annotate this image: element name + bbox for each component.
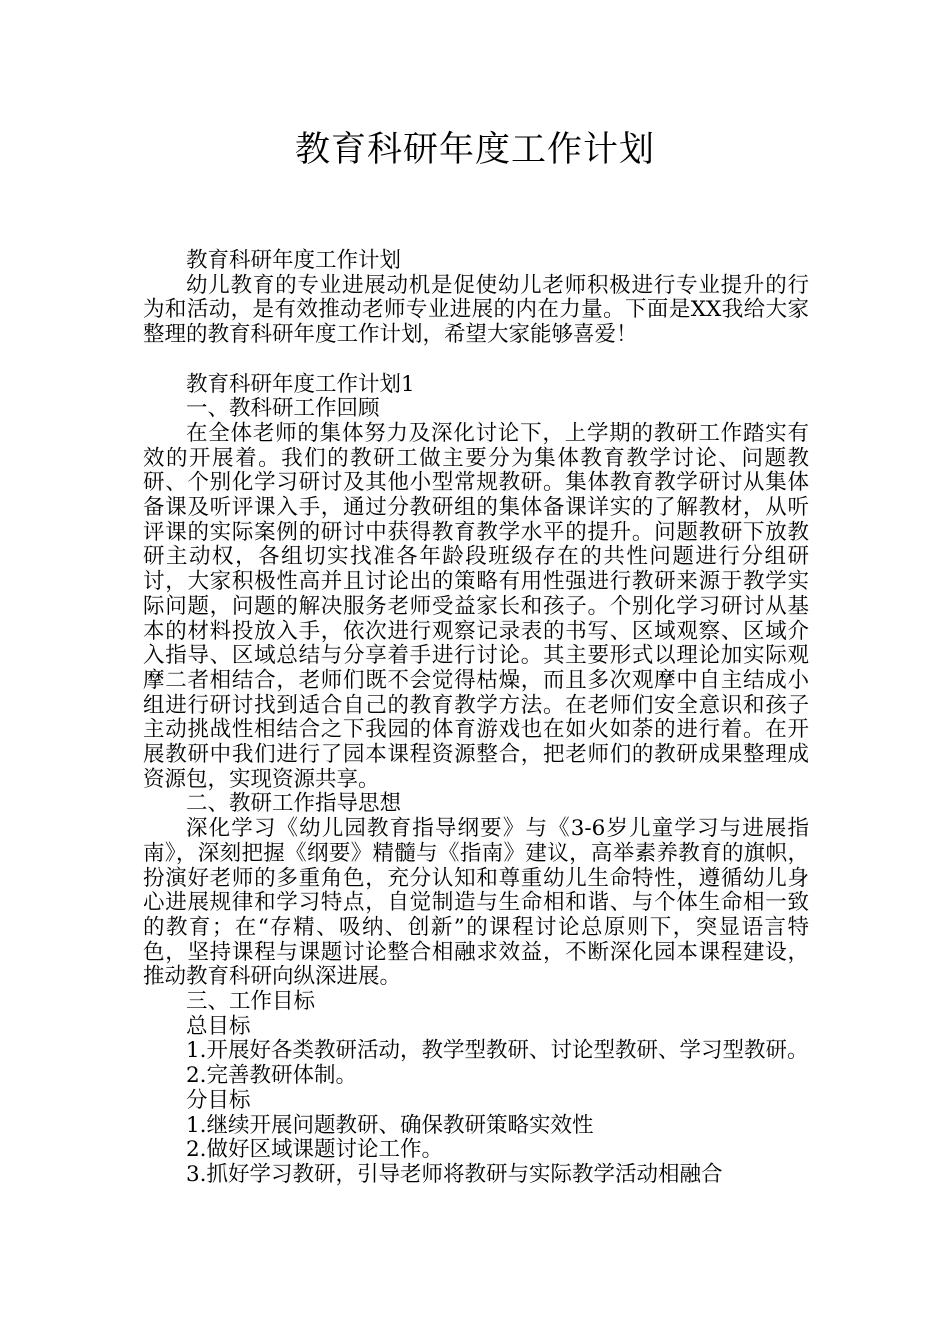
subheading-overall-goals: 总目标: [186, 1013, 251, 1039]
paragraph-guiding-thought: 深化学习《幼儿园教育指导纲要》与《3-6岁儿童学习与进展指南》，深刻把握《纲要》精髓与《指南》建议，高举素养教育的旗帜，扮演好老师的多重角色，充分认知和尊重幼儿生命特性，遵循幼儿身心进展规律和学习特点，自觉制造与生命相和谐、与个体生命相一致的教育；在“存精、吸纳、创新”的课程讨论总原则下，突显语言特色，坚持课程与课题讨论整合相融求效益，不断深化园本课程建设，推动教育科研向纵深进展。: [143, 816, 809, 990]
list-item: 1.开展好各类教研活动，教学型教研、讨论型教研、学习型教研。: [186, 1038, 809, 1064]
section-heading-goals: 三、工作目标: [186, 989, 316, 1015]
subheading-sub-goals: 分目标: [186, 1087, 251, 1113]
section-heading-review: 一、教科研工作回顾: [186, 396, 380, 422]
list-item: 2.完善教研体制。: [186, 1063, 358, 1089]
blank-line: [143, 348, 809, 373]
section-heading-guiding-thought: 二、教研工作指导思想: [186, 791, 402, 817]
paragraph-intro: 幼儿教育的专业进展动机是促使幼儿老师积极进行专业提升的行为和活动，是有效推动老师专业进展的内在力量。下面是XX我给大家整理的教育科研年度工作计划，希望大家能够喜爱！: [143, 272, 809, 348]
list-item: 1.继续开展问题教研、确保教研策略实效性: [186, 1112, 594, 1138]
paragraph-plan-heading: 教育科研年度工作计划1: [186, 371, 415, 397]
paragraph-review: 在全体老师的集体努力及深化讨论下，上学期的教研工作踏实有效的开展着。我们的教研工做主要分为集体教育教学讨论、问题教研、个别化学习研讨及其他小型常规教研。集体教育教学研讨从集体备课及听评课入手，通过分教研组的集体备课详实的了解教材，从听评课的实际案例的研讨中获得教育教学水平的提升。问题教研下放教研主动权，各组切实找准各年龄段班级存在的共性问题进行分组研讨，大家积极性高并且讨论出的策略有用性强进行教研来源于教学实际问题，问题的解决服务老师受益家长和孩子。个别化学习研讨从基本的材料投放入手，依次进行观察记录表的书写、区域观察、区域介入指导、区域总结与分享着手进行讨论。其主要形式以理论加实际观摩二者相结合，老师们既不会觉得枯燥，而且多次观摩中自主结成小组进行研讨找到适合自己的教育教学方法。在老师们安全意识和孩子主动挑战性相结合之下我园的体育游戏也在如火如荼的进行着。在开展教研中我们进行了园本课程资源整合，把老师们的教研成果整理成资源包，实现资源共享。: [143, 420, 809, 792]
document-title: 教育科研年度工作计划: [294, 130, 655, 170]
list-item: 2.做好区域课题讨论工作。: [186, 1137, 444, 1163]
paragraph-subtitle: 教育科研年度工作计划: [186, 248, 402, 273]
list-item: 3.抓好学习教研，引导老师将教研与实际教学活动相融合: [186, 1162, 723, 1187]
document-body: [143, 249, 809, 1188]
